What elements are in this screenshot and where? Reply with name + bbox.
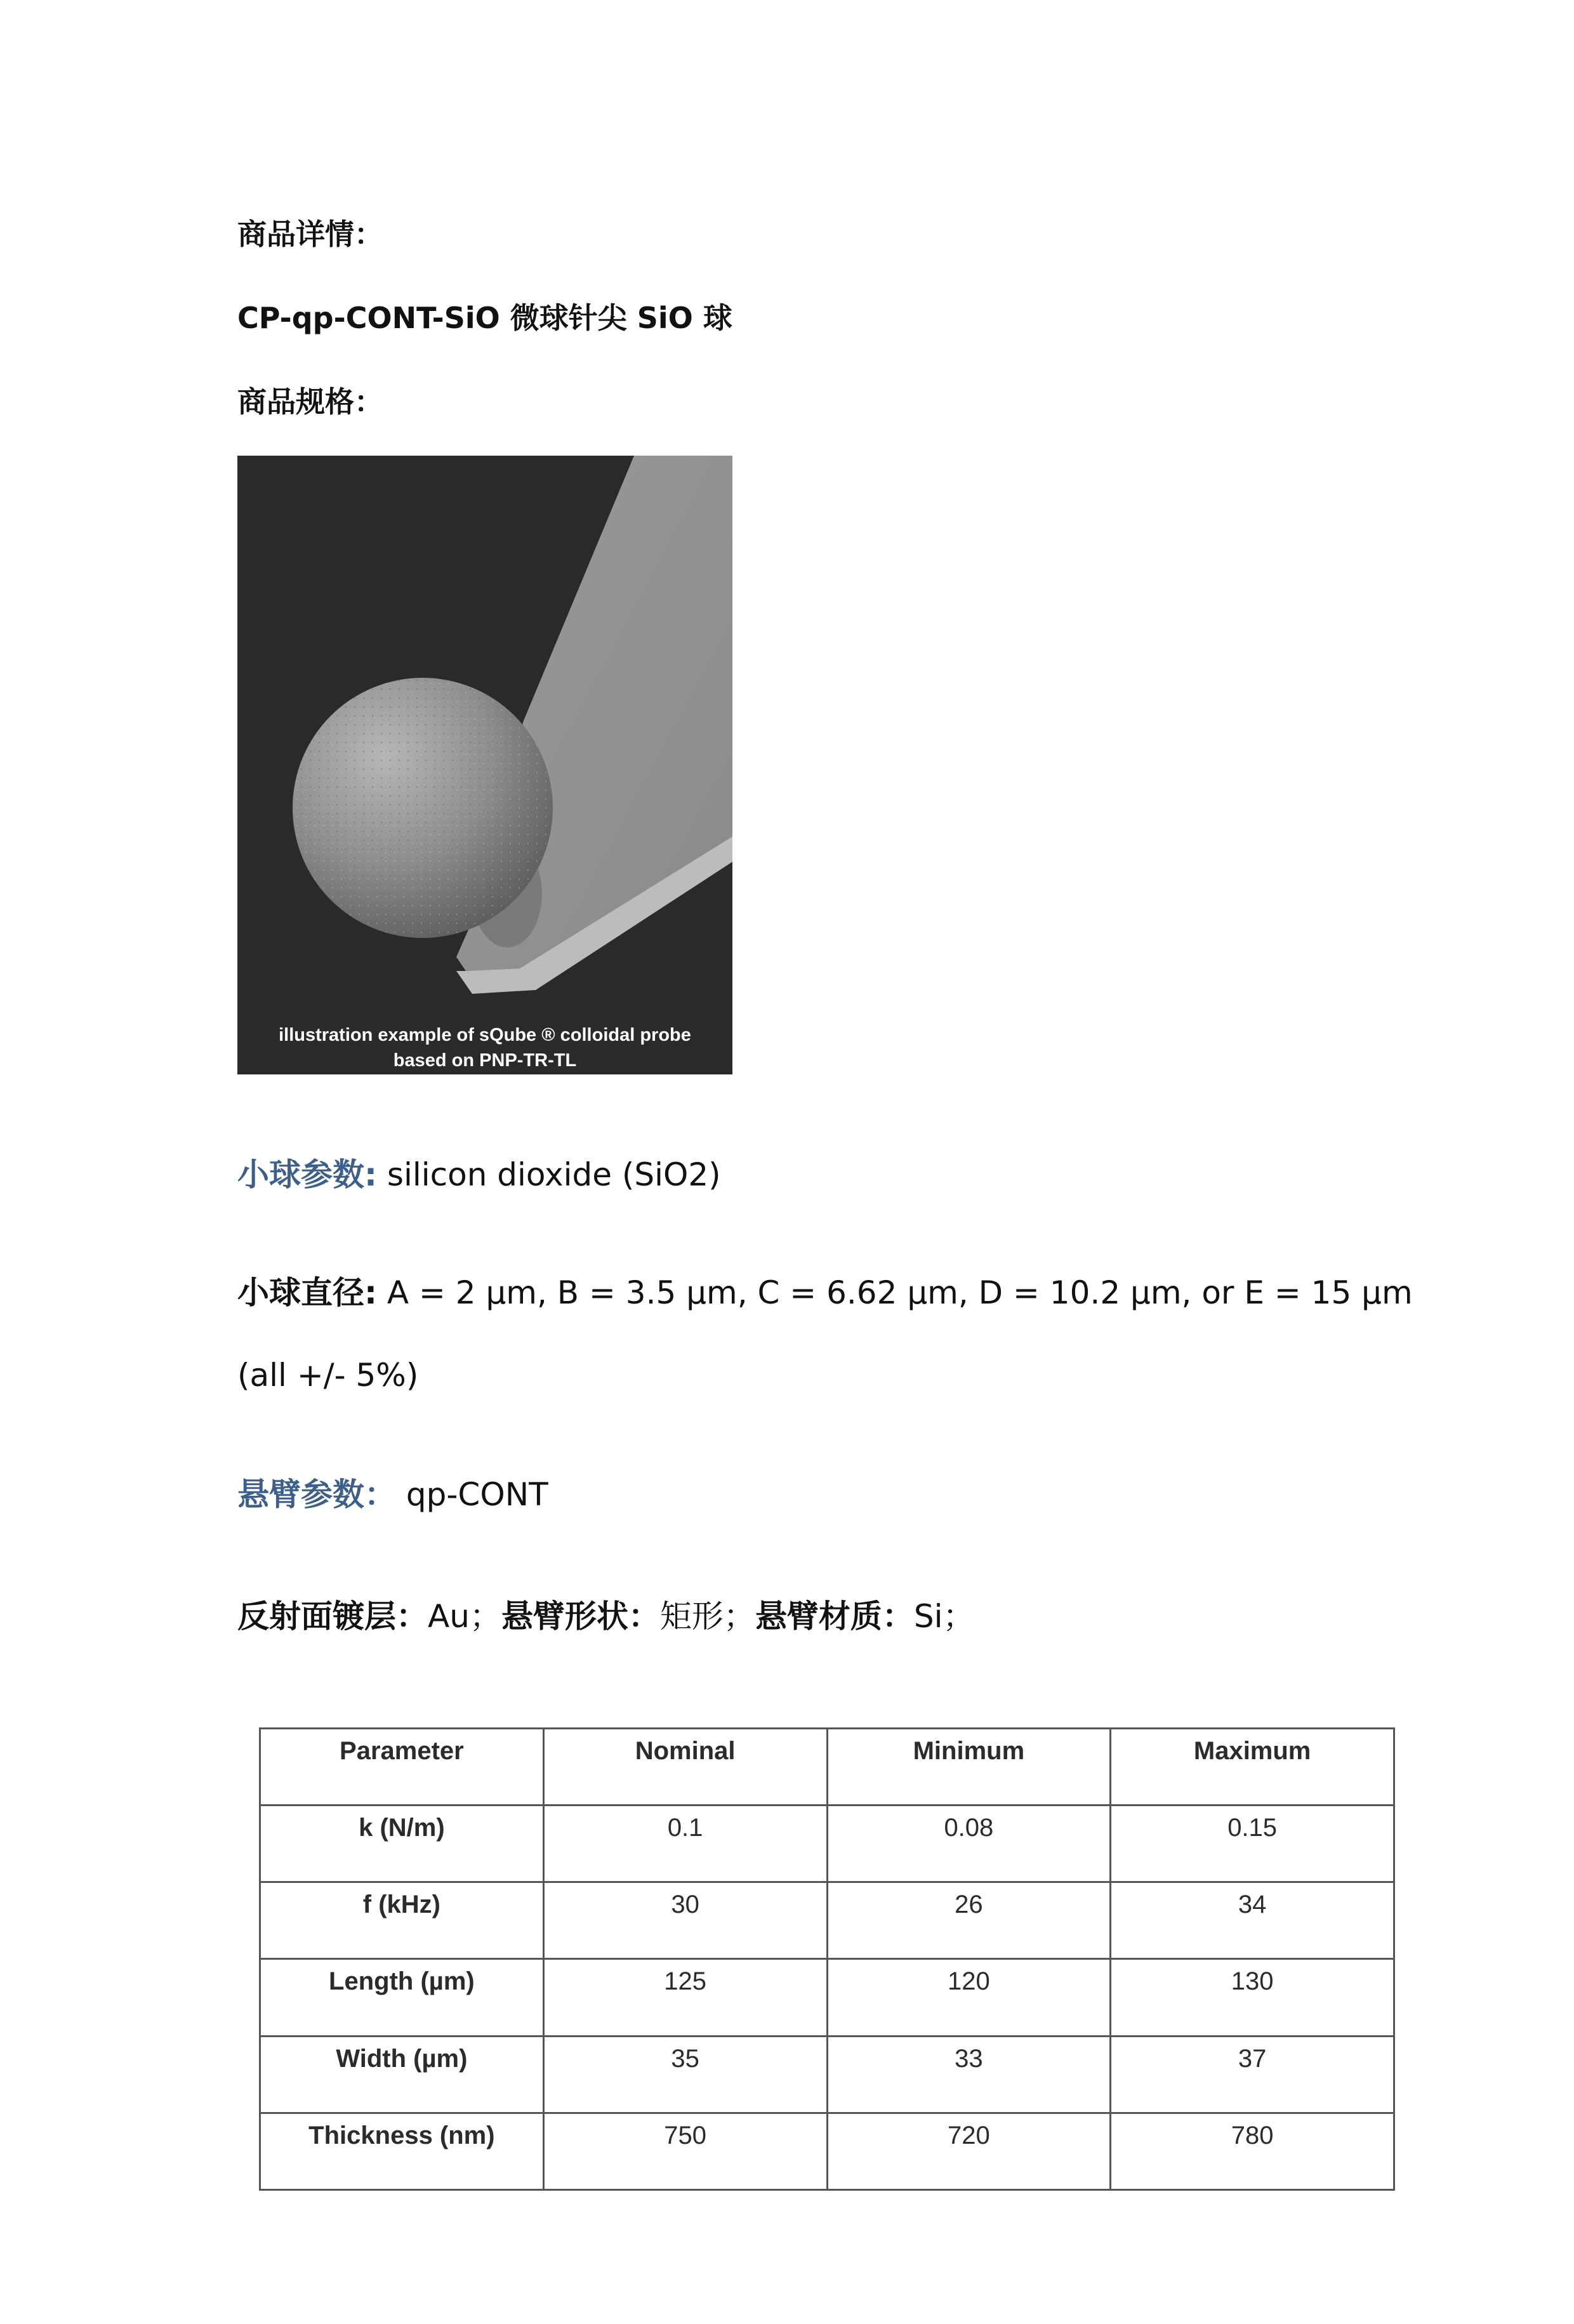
table-cell: 720 [827, 2113, 1111, 2189]
product-title: CP-qp-CONT-SiO 微球针尖 SiO 球 [237, 301, 732, 335]
table-cell: Width (µm) [260, 2036, 544, 2113]
table-row [260, 1882, 1394, 1959]
table-cell: 120 [827, 1959, 1111, 2036]
table-header: Maximum [1111, 1729, 1394, 1806]
sphere-diameter-label: 小球直径: [237, 1274, 377, 1311]
coating-value: Au； [428, 1598, 501, 1635]
sphere-material-value: silicon dioxide (SiO2) [387, 1156, 721, 1193]
table-cell: k (N/m) [260, 1806, 544, 1882]
sphere-diameter-line [237, 1274, 1413, 1311]
table-cell: 33 [827, 2036, 1111, 2113]
table-cell: Length (µm) [260, 1959, 544, 2036]
table-cell: 130 [1111, 1959, 1394, 2036]
sphere-diameter-note: (all +/- 5%) [237, 1357, 419, 1394]
table-cell: 125 [543, 1959, 827, 2036]
table-cell: 37 [1111, 2036, 1394, 2113]
sphere-material-line [237, 1156, 721, 1193]
colloidal-probe-sem-image [237, 456, 732, 1074]
shape-label: 悬臂形状： [501, 1598, 660, 1635]
table-cell: 0.15 [1111, 1806, 1394, 1882]
table-header: Nominal [543, 1729, 827, 1806]
image-caption-line2: based on PNP-TR-TL [393, 1050, 577, 1071]
material-value: Si； [913, 1598, 975, 1635]
cantilever-label: 悬臂参数： [237, 1476, 396, 1513]
table-header: Minimum [827, 1729, 1111, 1806]
table-cell: 34 [1111, 1882, 1394, 1959]
cantilever-line [237, 1476, 548, 1513]
table-cell: f (kHz) [260, 1882, 544, 1959]
table-row [260, 1806, 1394, 1882]
table-header-row [260, 1729, 1394, 1806]
table-cell: 26 [827, 1882, 1111, 1959]
table-row [260, 2113, 1394, 2189]
table-header: Parameter [260, 1729, 544, 1806]
image-caption-line1: illustration example of sQube ® colloidal probe [279, 1025, 691, 1045]
coating-line [237, 1598, 975, 1635]
coating-label: 反射面镀层： [237, 1598, 428, 1635]
table-cell: 30 [543, 1882, 827, 1959]
sphere-material-label: 小球参数: [237, 1156, 377, 1193]
table-cell: 0.1 [543, 1806, 827, 1882]
table-cell: Thickness (nm) [260, 2113, 544, 2189]
table-row [260, 2036, 1394, 2113]
table-cell: 0.08 [827, 1806, 1111, 1882]
table-row [260, 1959, 1394, 2036]
cantilever-parameter-table [259, 1727, 1395, 2191]
table-cell: 750 [543, 2113, 827, 2189]
detail-heading: 商品详情： [237, 217, 383, 251]
sphere-diameter-value: A = 2 µm, B = 3.5 µm, C = 6.62 µm, D = 10.2 µm, or E = 15 µm [387, 1274, 1413, 1311]
table-cell: 780 [1111, 2113, 1394, 2189]
material-label: 悬臂材质： [755, 1598, 914, 1635]
table-cell: 35 [543, 2036, 827, 2113]
spec-heading: 商品规格： [237, 385, 383, 419]
cantilever-value: qp-CONT [406, 1476, 548, 1513]
shape-value: 矩形； [659, 1598, 755, 1635]
